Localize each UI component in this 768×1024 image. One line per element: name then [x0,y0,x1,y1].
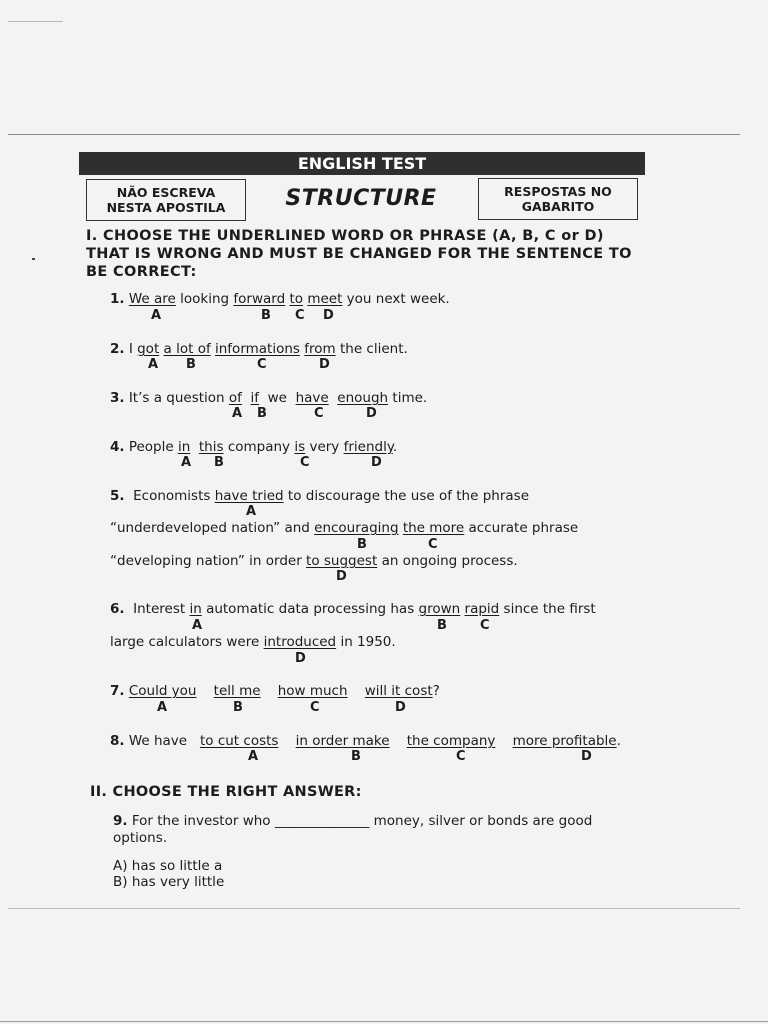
q8-letter-b: B [351,749,361,764]
question-text: I [128,341,133,357]
q1-letter-a: A [151,308,162,323]
question-text: We have [128,733,188,749]
q2-letter-b: B [186,357,196,372]
q6-letter-c: C [480,618,490,633]
question-text: It’s a question [128,390,225,406]
option-c: to [289,291,304,307]
question-6-line-2 [110,634,396,650]
option-a: to cut costs [199,733,279,749]
q1-letter-b: B [261,308,271,323]
option-b: this [198,439,224,455]
question-text: since the first [503,601,596,617]
question-1 [110,291,450,307]
q9-option-a: A) has so little a [113,858,223,874]
notice-line-2: NESTA APOSTILA [106,200,226,215]
question-5-line-3 [110,553,518,569]
question-text: to discourage the use of the phrase [287,488,530,504]
question-text: very [309,439,340,455]
q6-letter-d: D [295,651,306,666]
q7-letter-a: A [157,700,168,715]
section-title-structure: STRUCTURE [285,186,437,211]
question-text: . [392,439,398,455]
answers-line-1: RESPOSTAS NO [504,184,612,199]
notice-line-1: NÃO ESCREVA [116,185,216,200]
question-text: time. [392,390,428,406]
option-a: of [228,390,242,406]
question-text: money, silver or bonds are good [373,813,593,829]
q5-letter-b: B [357,537,367,552]
question-text: looking [180,291,230,307]
option-a: in [177,439,191,455]
question-text: large calculators were [110,634,260,650]
question-6-line-1 [110,601,596,617]
answers-line-2: GABARITO [521,199,595,214]
q5-letter-a: A [246,504,257,519]
option-b: grown [418,601,461,617]
q8-letter-a: A [248,749,259,764]
q2-letter-c: C [257,357,267,372]
option-a: have tried [214,488,284,504]
q4-letter-a: A [181,455,192,470]
option-d: will it cost [364,683,433,699]
q6-letter-a: A [192,618,203,633]
question-text: you next week. [346,291,450,307]
question-number: 3. [110,390,125,406]
question-number: 8. [110,733,125,749]
question-number: 7. [110,683,125,699]
question-text: “developing nation” in order [110,553,302,569]
option-b: if [250,390,260,406]
question-text: . [616,733,621,749]
option-b: a lot of [163,341,211,357]
option-b: forward [233,291,286,307]
question-number: 5. [110,488,125,504]
option-b: in order make [295,733,390,749]
option-a: We are [128,291,176,307]
option-d: to suggest [306,553,378,569]
q3-letter-b: B [257,406,267,421]
q3-letter-c: C [314,406,324,421]
question-text: an ongoing process. [381,553,518,569]
test-title-bar [79,152,645,175]
q7-letter-b: B [233,700,243,715]
question-text: “underdeveloped nation” and [110,520,310,536]
option-d: enough [337,390,389,406]
q5-letter-d: D [336,569,347,584]
q4-letter-b: B [214,455,224,470]
question-text: People [128,439,174,455]
q1-letter-d: D [323,308,334,323]
section-2-heading: II. CHOOSE THE RIGHT ANSWER: [90,784,362,800]
question-text: ? [432,683,440,699]
scan-speck [32,258,35,260]
question-text: automatic data processing has [206,601,415,617]
q2-letter-d: D [319,357,330,372]
option-a: got [137,341,160,357]
q4-letter-d: D [371,455,382,470]
question-number: 4. [110,439,125,455]
question-text: Interest [133,601,186,617]
q5-letter-c: C [428,537,438,552]
option-c: rapid [464,601,500,617]
option-d: more profitable [512,733,617,749]
option-a: in [189,601,202,617]
answers-notice-box [478,178,638,220]
option-c: is [294,439,306,455]
question-5-line-1 [110,488,529,504]
option-b: tell me [213,683,261,699]
question-text: accurate phrase [468,520,579,536]
q3-letter-a: A [232,406,243,421]
question-number: 1. [110,291,125,307]
question-3 [110,390,427,406]
section-1-heading-line-2: THAT IS WRONG AND MUST BE CHANGED FOR THE SENTENCE TO [86,246,632,262]
upper-divider [8,134,740,135]
option-b: encouraging [314,520,399,536]
question-text: Economists [133,488,211,504]
question-2 [110,341,408,357]
option-c: have [295,390,329,406]
question-text: company [227,439,291,455]
q1-letter-c: C [295,308,305,323]
question-number: 2. [110,341,125,357]
answer-blank: ______________ [274,813,370,829]
test-title: ENGLISH TEST [297,154,427,173]
question-number: 9. [113,813,128,829]
option-c: the more [402,520,465,536]
q7-letter-d: D [395,700,406,715]
option-d: from [304,341,336,357]
q2-letter-a: A [148,357,159,372]
section-1-heading-line-1: I. CHOOSE THE UNDERLINED WORD OR PHRASE (A, B, C or D) [86,228,604,244]
q8-letter-c: C [456,749,466,764]
option-c: informations [215,341,300,357]
question-9-line-2: options. [113,830,168,846]
q3-letter-d: D [366,406,377,421]
section-1-heading-line-3: BE CORRECT: [86,264,197,280]
q9-option-b: B) has very little [113,874,225,890]
question-9-line-1 [113,813,592,829]
section-1-heading [86,227,632,281]
bottom-scan-line [0,1021,768,1022]
option-a: Could you [128,683,197,699]
option-c: how much [277,683,348,699]
top-scan-line [8,21,63,22]
q7-letter-c: C [310,700,320,715]
question-4 [110,439,397,455]
question-8 [110,733,621,749]
q6-letter-b: B [437,618,447,633]
question-text: we [267,390,287,406]
question-text: For the investor who [131,813,271,829]
option-d: friendly [343,439,393,455]
question-text: the client. [339,341,408,357]
question-number: 6. [110,601,125,617]
question-5-line-2 [110,520,578,536]
question-7 [110,683,440,699]
q8-letter-d: D [581,749,592,764]
no-writing-notice-box [86,179,246,221]
lower-divider [8,908,740,909]
option-d: introduced [263,634,337,650]
option-c: the company [406,733,496,749]
option-d: meet [307,291,343,307]
question-text: in 1950. [340,634,396,650]
q4-letter-c: C [300,455,310,470]
